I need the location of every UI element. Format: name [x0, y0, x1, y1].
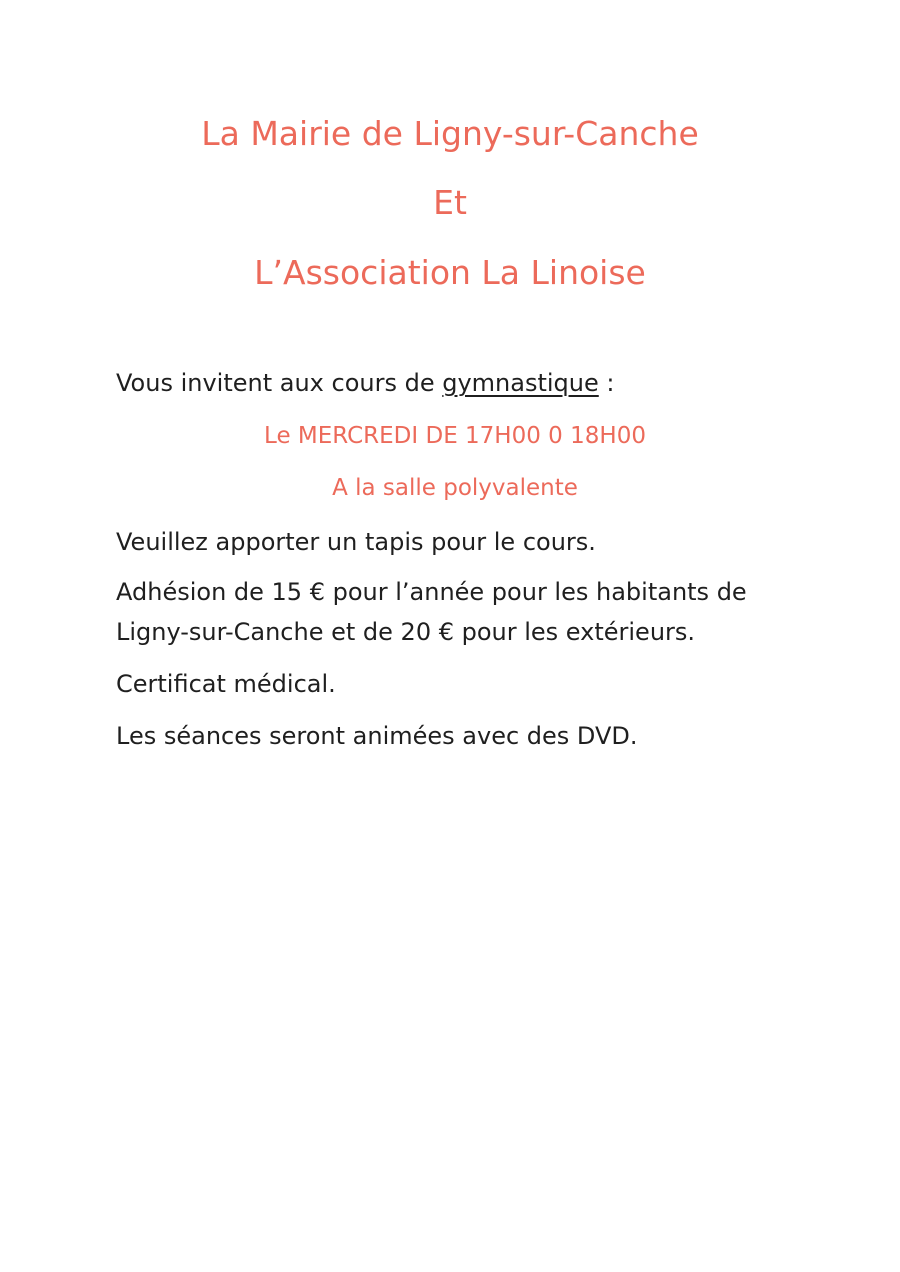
- intro-prefix: Vous invitent aux cours de: [116, 369, 443, 397]
- fee-line-2: Ligny-sur-Canche et de 20 € pour les extérieurs.: [116, 618, 696, 646]
- intro-line: [116, 368, 614, 398]
- fee-line-1: Adhésion de 15 € pour l’année pour les habitants de: [116, 578, 747, 606]
- dvd-notice: Les séances seront animées avec des DVD.: [116, 722, 638, 750]
- title-conjunction: Et: [433, 183, 467, 222]
- activity-name: gymnastique: [442, 369, 599, 397]
- title-association: L’Association La Linoise: [254, 253, 646, 292]
- mat-notice: Veuillez apporter un tapis pour le cours.: [116, 528, 596, 556]
- place-line: A la salle polyvalente: [332, 475, 578, 501]
- intro-suffix: :: [598, 369, 615, 397]
- certificate-line: Certificat médical.: [116, 670, 336, 698]
- title-mairie: La Mairie de Ligny-sur-Canche: [201, 114, 699, 153]
- schedule-line: Le MERCREDI DE 17H00 0 18H00: [264, 423, 646, 449]
